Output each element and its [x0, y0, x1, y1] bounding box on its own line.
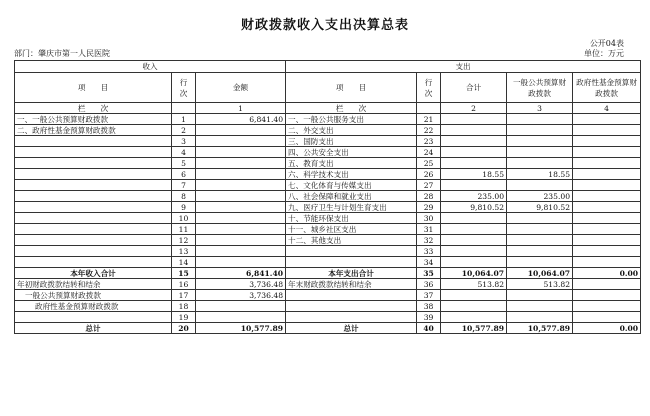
expense-item-cell: 二、外交支出	[286, 125, 417, 136]
income-amount-cell	[196, 312, 286, 323]
income-row-no-cell: 8	[172, 191, 196, 202]
fund-budget-cell	[573, 213, 641, 224]
column-index-4: 4	[573, 103, 641, 114]
expense-total-cell: 513.82	[441, 279, 507, 290]
expense-item-cell: 十二、其他支出	[286, 235, 417, 246]
expense-total-cell	[441, 290, 507, 301]
income-amount-cell: 10,577.89	[196, 323, 286, 334]
expense-row-no-cell: 40	[417, 323, 441, 334]
income-row-no-cell: 10	[172, 213, 196, 224]
income-row-no-cell: 20	[172, 323, 196, 334]
expense-row-no-cell: 30	[417, 213, 441, 224]
expense-item-cell: 九、医疗卫生与计划生育支出	[286, 202, 417, 213]
expense-row-no-cell: 34	[417, 257, 441, 268]
income-row-no-cell: 6	[172, 169, 196, 180]
general-budget-cell	[507, 301, 573, 312]
income-row-no-cell: 2	[172, 125, 196, 136]
table-row	[15, 202, 641, 213]
fund-budget-cell	[573, 224, 641, 235]
general-budget-cell	[507, 312, 573, 323]
fiscal-summary-table	[14, 60, 641, 334]
expense-item-cell	[286, 290, 417, 301]
income-item-cell: 总计	[15, 323, 172, 334]
fund-budget-cell	[573, 158, 641, 169]
income-amount-cell	[196, 147, 286, 158]
income-row-no-cell: 19	[172, 312, 196, 323]
expense-item-cell	[286, 301, 417, 312]
income-amount-cell	[196, 136, 286, 147]
table-row	[15, 169, 641, 180]
expense-total-cell	[441, 213, 507, 224]
report-title: 财政拨款收入支出决算总表	[240, 18, 409, 33]
general-budget-cell: 513.82	[507, 279, 573, 290]
expense-row-no-cell: 23	[417, 136, 441, 147]
income-amount-cell	[196, 202, 286, 213]
table-row	[15, 136, 641, 147]
expense-item-cell: 三、国防支出	[286, 136, 417, 147]
income-item-cell: 政府性基金预算财政拨款	[15, 301, 172, 312]
expense-item-cell: 六、科学技术支出	[286, 169, 417, 180]
fund-budget-header: 政府性基金预算财政拨款	[573, 73, 641, 103]
column-index-1: 1	[196, 103, 286, 114]
income-amount-cell: 6,841.40	[196, 268, 286, 279]
table-row	[15, 125, 641, 136]
table-row	[15, 180, 641, 191]
table-row	[15, 301, 641, 312]
expense-total-cell	[441, 114, 507, 125]
fund-budget-cell	[573, 202, 641, 213]
income-row-no-cell: 13	[172, 246, 196, 257]
general-budget-cell: 235.00	[507, 191, 573, 202]
income-row-no-cell: 14	[172, 257, 196, 268]
fund-budget-cell	[573, 301, 641, 312]
expense-total-cell	[441, 147, 507, 158]
expense-item-cell	[286, 312, 417, 323]
income-row-no-cell: 1	[172, 114, 196, 125]
income-row-no-cell: 18	[172, 301, 196, 312]
income-item-cell	[15, 202, 172, 213]
fund-budget-cell	[573, 147, 641, 158]
expense-group-header: 支出	[286, 61, 641, 73]
table-row	[15, 312, 641, 323]
income-item-cell	[15, 224, 172, 235]
income-amount-cell: 3,736.48	[196, 290, 286, 301]
table-row	[15, 257, 641, 268]
fund-budget-cell	[573, 290, 641, 301]
general-budget-cell	[507, 235, 573, 246]
income-row-no-cell: 15	[172, 268, 196, 279]
general-budget-cell	[507, 158, 573, 169]
unit-label: 单位：万元	[584, 49, 624, 58]
expense-item-cell: 四、公共安全支出	[286, 147, 417, 158]
income-item-header: 项 目	[15, 73, 172, 103]
expense-total-header: 合计	[441, 73, 507, 103]
expense-row-no-cell: 38	[417, 301, 441, 312]
expense-item-cell: 七、文化体育与传媒支出	[286, 180, 417, 191]
income-amount-cell	[196, 125, 286, 136]
table-row	[15, 213, 641, 224]
expense-total-cell	[441, 257, 507, 268]
income-group-header: 收入	[15, 61, 286, 73]
expense-total-cell	[441, 301, 507, 312]
general-budget-cell: 10,577.89	[507, 323, 573, 334]
expense-total-cell: 235.00	[441, 191, 507, 202]
expense-total-cell	[441, 246, 507, 257]
general-budget-cell	[507, 114, 573, 125]
expense-row-no-cell: 39	[417, 312, 441, 323]
income-row-no-cell: 7	[172, 180, 196, 191]
income-row-no-header: 行次	[172, 73, 196, 103]
income-item-cell	[15, 147, 172, 158]
expense-row-no-cell: 35	[417, 268, 441, 279]
table-row	[15, 191, 641, 202]
income-row-no-cell: 16	[172, 279, 196, 290]
expense-row-no-cell: 27	[417, 180, 441, 191]
income-amount-cell	[196, 169, 286, 180]
income-amount-cell	[196, 301, 286, 312]
fund-budget-cell	[573, 279, 641, 290]
table-row	[15, 290, 641, 301]
expense-row-no-cell: 36	[417, 279, 441, 290]
income-row-no-cell: 11	[172, 224, 196, 235]
fund-budget-cell	[573, 136, 641, 147]
income-item-cell: 本年收入合计	[15, 268, 172, 279]
header-row-groups	[15, 61, 641, 73]
expense-row-no-cell: 37	[417, 290, 441, 301]
fund-budget-cell	[573, 246, 641, 257]
general-budget-cell: 18.55	[507, 169, 573, 180]
expense-total-cell	[441, 125, 507, 136]
income-item-cell	[15, 180, 172, 191]
income-item-cell	[15, 213, 172, 224]
income-row-no-cell: 3	[172, 136, 196, 147]
general-budget-cell	[507, 180, 573, 191]
income-item-cell	[15, 257, 172, 268]
income-item-cell: 一、一般公共预算财政拨款	[15, 114, 172, 125]
income-amount-cell	[196, 213, 286, 224]
income-row-no-cell: 5	[172, 158, 196, 169]
grand-total-row	[15, 323, 641, 334]
table-row	[15, 224, 641, 235]
income-item-cell	[15, 169, 172, 180]
expense-row-no-cell: 31	[417, 224, 441, 235]
table-row	[15, 158, 641, 169]
expense-item-cell: 八、社会保障和就业支出	[286, 191, 417, 202]
table-row	[15, 279, 641, 290]
fund-budget-cell	[573, 114, 641, 125]
expense-row-no-cell: 28	[417, 191, 441, 202]
general-budget-cell: 10,064.07	[507, 268, 573, 279]
fund-budget-cell	[573, 191, 641, 202]
general-budget-cell	[507, 257, 573, 268]
expense-total-cell	[441, 136, 507, 147]
expense-total-cell	[441, 312, 507, 323]
general-budget-cell	[507, 125, 573, 136]
expense-row-no-cell: 26	[417, 169, 441, 180]
table-row	[15, 246, 641, 257]
fund-budget-cell	[573, 169, 641, 180]
general-budget-cell	[507, 213, 573, 224]
expense-row-no-cell: 22	[417, 125, 441, 136]
income-item-cell: 年初财政拨款结转和结余	[15, 279, 172, 290]
general-budget-header: 一般公共预算财政拨款	[507, 73, 573, 103]
general-budget-cell	[507, 147, 573, 158]
expense-total-cell: 18.55	[441, 169, 507, 180]
income-item-cell	[15, 136, 172, 147]
income-item-cell: 二、政府性基金预算财政拨款	[15, 125, 172, 136]
table-row	[15, 114, 641, 125]
fund-budget-cell	[573, 180, 641, 191]
expense-item-cell: 年末财政拨款结转和结余	[286, 279, 417, 290]
general-budget-cell	[507, 290, 573, 301]
expense-row-no-cell: 32	[417, 235, 441, 246]
income-item-cell	[15, 191, 172, 202]
income-amount-cell	[196, 191, 286, 202]
column-index-2: 2	[441, 103, 507, 114]
header-row-index	[15, 103, 641, 114]
expense-total-cell	[441, 224, 507, 235]
income-amount-cell	[196, 257, 286, 268]
income-amount-cell	[196, 180, 286, 191]
expense-item-cell: 本年支出合计	[286, 268, 417, 279]
general-budget-cell	[507, 246, 573, 257]
column-index-3: 3	[507, 103, 573, 114]
column-index-label: 栏 次	[15, 103, 172, 114]
year-total-row	[15, 268, 641, 279]
form-code: 公开04表	[589, 39, 624, 48]
income-amount-cell	[196, 158, 286, 169]
general-budget-cell: 9,810.52	[507, 202, 573, 213]
general-budget-cell	[507, 224, 573, 235]
fund-budget-cell	[573, 257, 641, 268]
header-row-columns	[15, 73, 641, 103]
fund-budget-cell	[573, 125, 641, 136]
income-item-cell	[15, 235, 172, 246]
income-item-cell	[15, 312, 172, 323]
income-amount-cell: 3,736.48	[196, 279, 286, 290]
expense-total-cell: 9,810.52	[441, 202, 507, 213]
fund-budget-cell	[573, 312, 641, 323]
table-row	[15, 147, 641, 158]
fund-budget-cell	[573, 235, 641, 246]
income-row-no-cell: 17	[172, 290, 196, 301]
income-amount-cell: 6,841.40	[196, 114, 286, 125]
income-row-no-cell: 12	[172, 235, 196, 246]
fund-budget-cell: 0.00	[573, 268, 641, 279]
table-row	[15, 235, 641, 246]
expense-item-cell: 十一、城乡社区支出	[286, 224, 417, 235]
income-item-cell	[15, 158, 172, 169]
expense-row-no-cell: 24	[417, 147, 441, 158]
income-amount-cell	[196, 246, 286, 257]
expense-total-cell	[441, 235, 507, 246]
expense-item-cell	[286, 246, 417, 257]
expense-total-cell: 10,064.07	[441, 268, 507, 279]
income-amount-cell	[196, 224, 286, 235]
income-amount-cell	[196, 235, 286, 246]
income-item-cell: 一般公共预算财政拨款	[15, 290, 172, 301]
general-budget-cell	[507, 136, 573, 147]
expense-item-cell: 五、教育支出	[286, 158, 417, 169]
income-item-cell	[15, 246, 172, 257]
expense-row-no-cell: 29	[417, 202, 441, 213]
fund-budget-cell: 0.00	[573, 323, 641, 334]
expense-total-cell	[441, 158, 507, 169]
column-index-label: 栏 次	[286, 103, 417, 114]
department-label: 部门：肇庆市第一人民医院	[14, 49, 110, 58]
expense-item-cell	[286, 257, 417, 268]
income-row-no-cell: 9	[172, 202, 196, 213]
expense-row-no-cell: 25	[417, 158, 441, 169]
expense-item-cell: 十、节能环保支出	[286, 213, 417, 224]
expense-row-no-header: 行次	[417, 73, 441, 103]
expense-row-no-cell: 21	[417, 114, 441, 125]
expense-item-cell: 一、一般公共服务支出	[286, 114, 417, 125]
expense-item-header: 项 目	[286, 73, 417, 103]
income-amount-header: 金额	[196, 73, 286, 103]
income-row-no-cell: 4	[172, 147, 196, 158]
expense-item-cell: 总计	[286, 323, 417, 334]
expense-total-cell	[441, 180, 507, 191]
expense-total-cell: 10,577.89	[441, 323, 507, 334]
expense-row-no-cell: 33	[417, 246, 441, 257]
